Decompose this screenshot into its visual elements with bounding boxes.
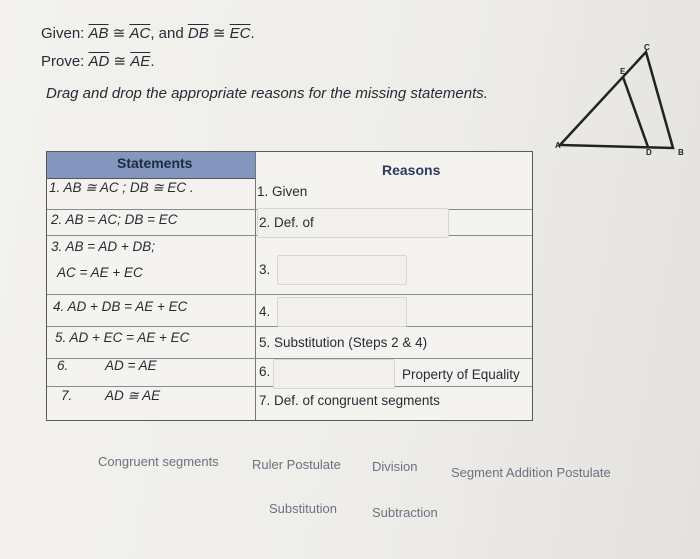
statement-6: AD = AE	[105, 358, 157, 373]
reason-5: 5. Substitution (Steps 2 & 4)	[259, 335, 428, 350]
segment-ae: $\overline{AE}$	[130, 53, 151, 70]
choice-congruent-segments[interactable]: Congruent segments	[98, 454, 219, 469]
reason-drop-slot-4[interactable]	[277, 297, 407, 327]
choice-substitution[interactable]: Substitution	[269, 501, 337, 516]
segment-ec: $\overline{EC}$	[229, 25, 251, 42]
segment-ac: $\overline{AC}$	[129, 25, 151, 42]
proof-table	[46, 151, 533, 421]
statement-6-number: 6.	[57, 358, 69, 373]
reason-drop-slot-6[interactable]	[273, 359, 395, 389]
reason-6-suffix: Property of Equality	[402, 367, 520, 382]
choice-subtraction[interactable]: Subtraction	[372, 505, 438, 520]
congruent-symbol: ≅	[113, 53, 127, 70]
statement-3-line2: AC = AE + EC	[57, 265, 143, 280]
statement-5: 5. AD + EC = AE + EC	[55, 330, 190, 345]
statement-3-line1: 3. AB = AD + DB;	[51, 239, 156, 254]
prove-prefix: Prove:	[41, 53, 85, 70]
reason-6: 6.	[259, 364, 271, 379]
statements-header-label: Statements	[117, 155, 193, 171]
row-divider	[47, 294, 532, 295]
prove-period: .	[150, 53, 155, 70]
label-d: D	[646, 148, 652, 155]
segment-db: $\overline{DB}$	[187, 25, 209, 42]
statement-4: 4. AD + DB = AE + EC	[53, 299, 188, 314]
given-period: .	[250, 25, 255, 42]
congruent-symbol: ≅	[212, 25, 226, 42]
triangle-figure	[548, 40, 688, 155]
reason-drop-slot-3[interactable]	[277, 255, 407, 285]
instruction-text: Drag and drop the appropriate reasons for the missing statements.	[46, 85, 488, 102]
column-divider	[255, 152, 256, 420]
label-a: A	[555, 141, 561, 150]
reason-4: 4.	[259, 304, 271, 319]
label-c: C	[644, 43, 650, 52]
triangle-abc	[560, 52, 673, 148]
given-prefix: Given:	[41, 25, 85, 42]
reason-7: 7. Def. of congruent segments	[259, 393, 440, 408]
statements-header	[47, 152, 255, 179]
given-connector: , and	[150, 25, 184, 42]
statement-1: 1. AB ≅ AC ; DB ≅ EC .	[49, 180, 194, 195]
reason-2: 2. Def. of	[259, 215, 314, 230]
statement-7: AD ≅ AE	[105, 388, 161, 403]
reason-1: 1. Given	[257, 184, 308, 199]
segment-ab: $\overline{AB}$	[88, 25, 109, 42]
given-statement	[41, 24, 255, 42]
prove-statement	[41, 52, 154, 70]
label-b: B	[678, 148, 684, 155]
choice-segment-addition-postulate[interactable]: Segment Addition Postulate	[451, 465, 611, 480]
congruent-symbol: ≅	[112, 25, 126, 42]
statement-2: 2. AB = AC; DB = EC	[51, 212, 178, 227]
label-e: E	[620, 67, 626, 76]
reasons-header-label: Reasons	[382, 162, 441, 178]
statement-7-number: 7.	[61, 388, 73, 403]
choice-division[interactable]: Division	[372, 459, 418, 474]
segment-de	[623, 77, 648, 147]
segment-ad: $\overline{AD}$	[88, 53, 110, 70]
choice-ruler-postulate[interactable]: Ruler Postulate	[252, 457, 341, 472]
reason-3: 3.	[259, 262, 271, 277]
